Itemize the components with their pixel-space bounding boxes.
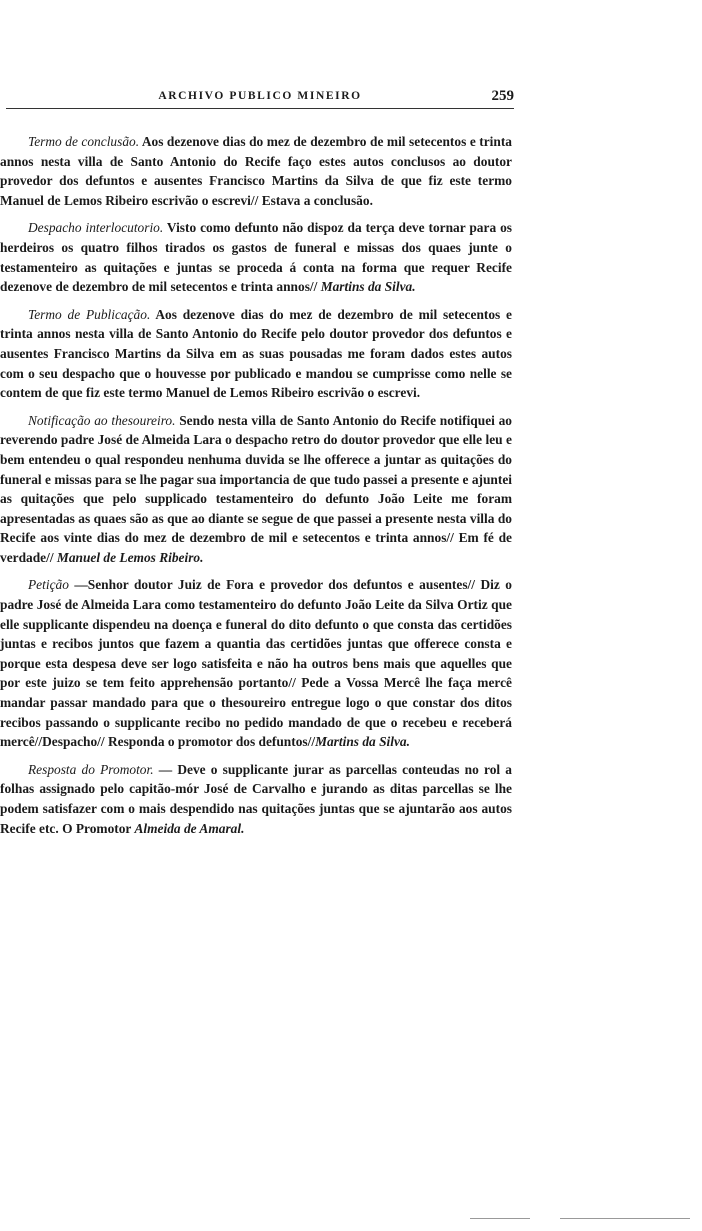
signature: Martins da Silva. <box>320 279 416 295</box>
header-rule <box>6 108 514 109</box>
paragraph-text: Sendo nesta villa de Santo Antonio do Recife notifiquei ao reverendo padre José de Almeida Lara o despacho retro do doutor provedor que elle leu e bem entendeu o qual respondeu nenhuma duvida se lhe offerece a juntar as quitações do funeral e missas para se lhe pagar sua importancia de que tudo passei a presente e ajuntei as quitações que pelo supplicado testamenteiro do defunto João Leite me foram apresentadas as quaes são as que ao diante se segue de que passei a presente nesta villa do Recife aos vinte dias do mez de dezembro de mil e setecentos e trinta annos// Em fé de verdade// <box>0 412 512 565</box>
text-body <box>0 132 512 846</box>
signature: Manuel de Lemos Ribeiro. <box>56 549 204 565</box>
paragraph-heading: Termo de conclusão. <box>28 134 140 149</box>
page-number: 259 <box>491 88 514 104</box>
paragraph-termo-conclusao <box>0 132 512 210</box>
footer-rule <box>560 1218 690 1219</box>
paragraph-heading: Resposta do Promotor. <box>28 761 154 777</box>
paragraph-resposta-promotor <box>0 760 512 838</box>
paragraph-despacho-interlocutorio <box>0 218 512 296</box>
paragraph-text: — Deve o supplicante jurar as parcellas conteudas no rol a folhas assignado pelo capitão-mór José de Carvalho e jurando as ditas parcellas se lhe podem satisfazer com o mais despendido nas quitações juntas que se ajuntarão aos autos Recife etc. O Promotor <box>0 761 512 836</box>
paragraph-text: Aos dezenove dias do mez de dezembro de mil setecentos e trinta annos nesta villa de Santo Antonio do Recife faço estes autos conclusos ao doutor provedor dos defuntos e ausentes Francisco Martins da Silva de que fiz este termo Manuel de Lemos Ribeiro escrivão o escrevi// Estava a conclusão. <box>0 134 513 208</box>
paragraph-heading: Notificação ao thesoureiro. <box>28 412 176 428</box>
paragraph-heading: Despacho interlocutorio. <box>28 220 164 236</box>
paragraph-termo-publicacao <box>0 305 512 403</box>
paragraph-text: Visto como defunto não dispoz da terça deve tornar para os herdeiros os quatro filhos tirados os gastos de funeral e missas dos quaes junte o testamenteiro as quitações e juntas se proceda á conta na forma que requer Recife dezenove de dezembro de mil setecentos e trinta annos// <box>0 220 512 295</box>
signature: Almeida de Amaral. <box>134 820 245 836</box>
paragraph-peticao <box>0 575 512 751</box>
paragraph-heading: Petição <box>28 577 69 593</box>
footer-rule <box>470 1218 530 1219</box>
paragraph-notificacao <box>0 411 512 568</box>
paragraph-text: Aos dezenove dias do mez de dezembro de mil setecentos e trinta annos nesta villa de Santo Antonio do Recife pelo doutor provedor dos defuntos e ausentes Francisco Martins da Silva em as suas pousadas me foram dados estes autos com o seu despacho que o houvesse por publicado e mandou se cumprisse como nelle se contem de que fiz este termo Manuel de Lemos Ribeiro escrivão o escrevi. <box>0 306 512 401</box>
paragraph-text: —Senhor doutor Juiz de Fora e provedor dos defuntos e ausentes// Diz o padre José de Almeida Lara como testamenteiro do defunto João Leite da Silva Ortiz que elle supplicante dispendeu na doença e funeral do dito defunto o que consta das certidões juntas e recibos juntos que fazem a quantia das certidões juntas que offerece consta e porque esta despesa deve ser logo satisfeita e não ha outros bens mais que aquelles que por este juizo se tem feito apprehensão portanto// Pede a Vossa Mercê lhe faça mercê mandar passar mandado para que o thesoureiro entregue logo o que constar dos ditos recibos passando o supplicante recibo no pedido mandado de que o recebeu e receberá mercê//Despacho// Responda o promotor dos defuntos// <box>0 577 512 750</box>
page-header <box>6 88 514 110</box>
paragraph-heading: Termo de Publicação. <box>28 306 151 322</box>
running-head: ARCHIVO PUBLICO MINEIRO <box>158 90 362 102</box>
signature: Martins da Silva. <box>315 734 410 750</box>
